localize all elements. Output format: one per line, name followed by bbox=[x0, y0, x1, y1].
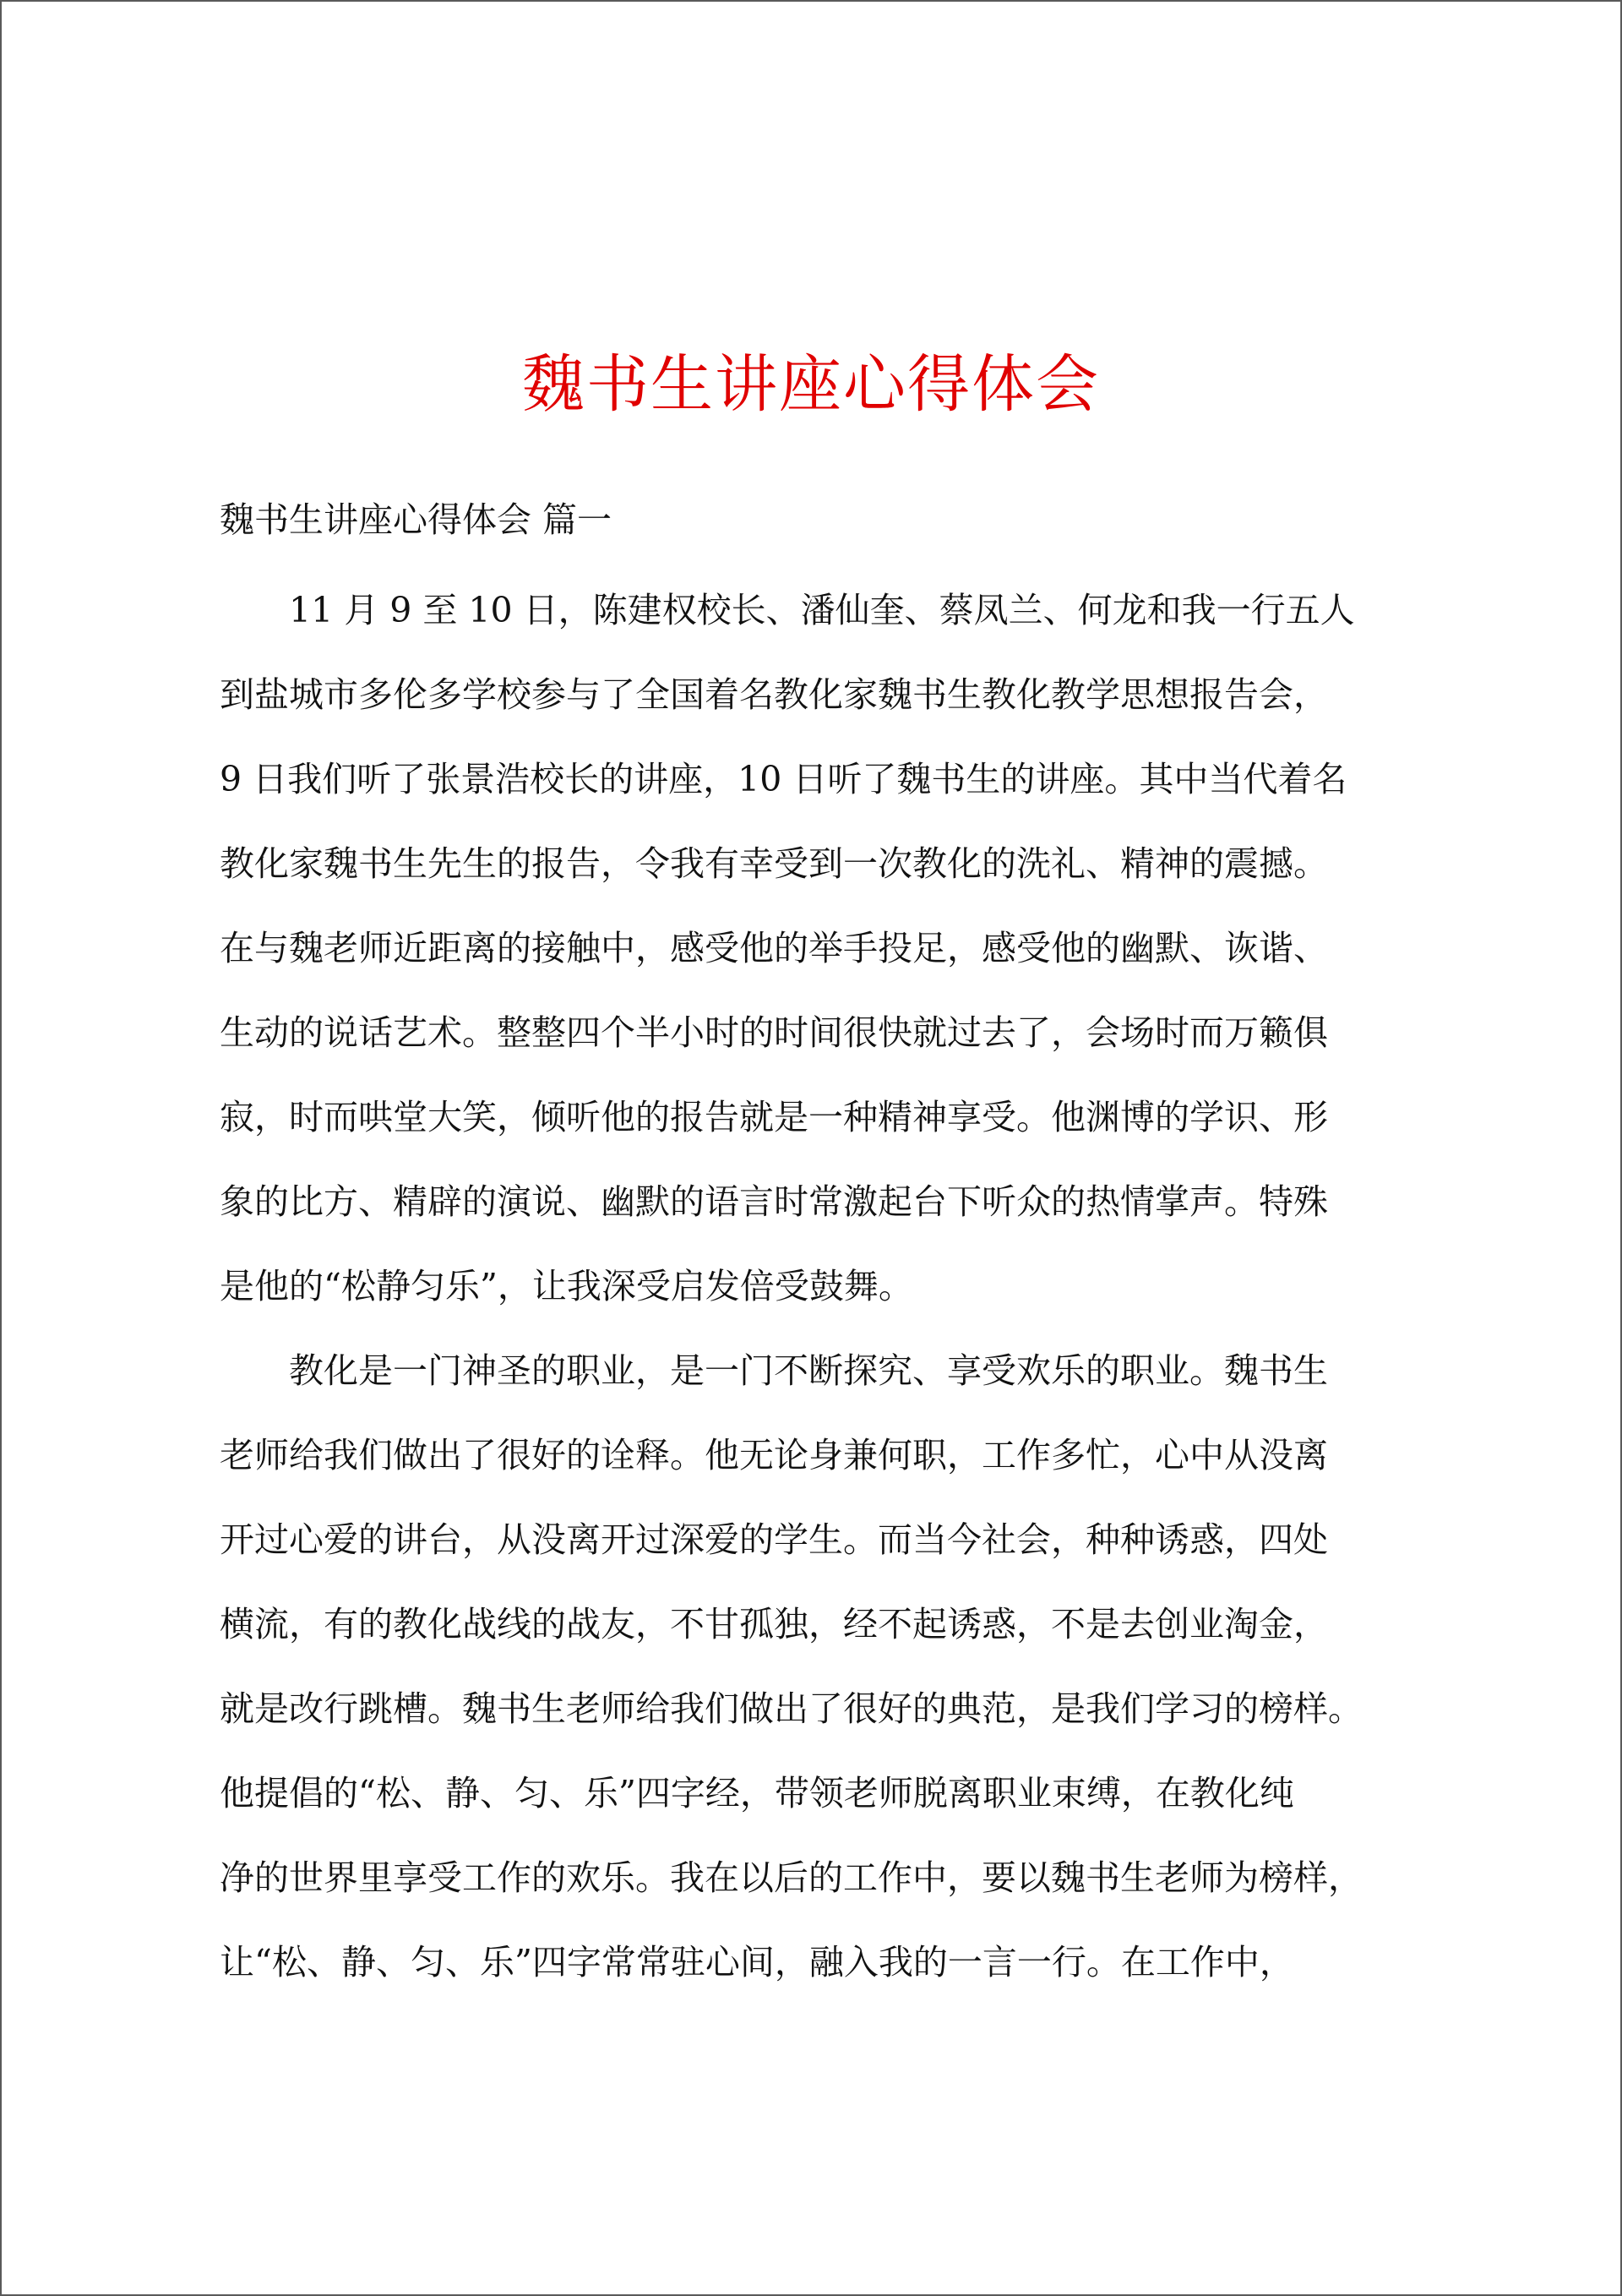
document-subtitle: 魏书生讲座心得体会 篇一 bbox=[220, 499, 612, 540]
paragraph-2: 教化是一门神圣的职业，是一门不断探究、享受欢乐的职业。魏书生 老师给我们做出了很好的诠释。他无论身兼何职，工作多忙，心中从没离 开过心爱的讲台，从没离开过深爱的学生。而当今社会，种种诱惑，四处 横流，有的教化战线的战友，不甘孤独，经不起诱惑，不是去创业淘金， 就是改行跳槽。魏书生老师给我们做出了很好的典范，是我们学习的榜样。 他提倡的“松、静、匀、乐”四字经，带领老师脱离职业束缚，在教化纯 净的世界里享受工作的欢乐。我在以后的工作中，要以魏书生老师为榜样， 让“松、静、匀、乐”四字常常驻心间，融入我的一言一行。在工作中， bbox=[220, 1350, 1363, 1982]
document-title: 魏书生讲座心得体会 bbox=[522, 348, 1100, 421]
paragraph-1: 11 月 9 至 10 日，陈建权校长、潘仙奎、蔡凤兰、何龙和我一行五人 到盐城市多伦多学校参与了全国着名教化家魏书生教化教学思想报告会， 9 日我们听了张景浩校长的讲座，10 日听了魏书生的讲座。其中当代着名 教化家魏书生先生的报告，令我有幸受到一次教化的洗礼、精神的震撼。 在与魏老师近距离的接触中，感受他的举手投足，感受他的幽默、诙谐、 生动的说话艺术。整整四个半小时的时间很快就过去了，会场时而万籁俱 寂，时而哄堂大笑，倾听他的报告就是一种精神享受。他渊博的学识、形 象的比方、精辟的演说、幽默的语言时常激起台下听众的热情掌声。特殊 是他的“松静匀乐”，让我深受启发倍受鼓舞。 bbox=[220, 590, 1355, 1306]
document-body bbox=[220, 568, 1419, 2004]
